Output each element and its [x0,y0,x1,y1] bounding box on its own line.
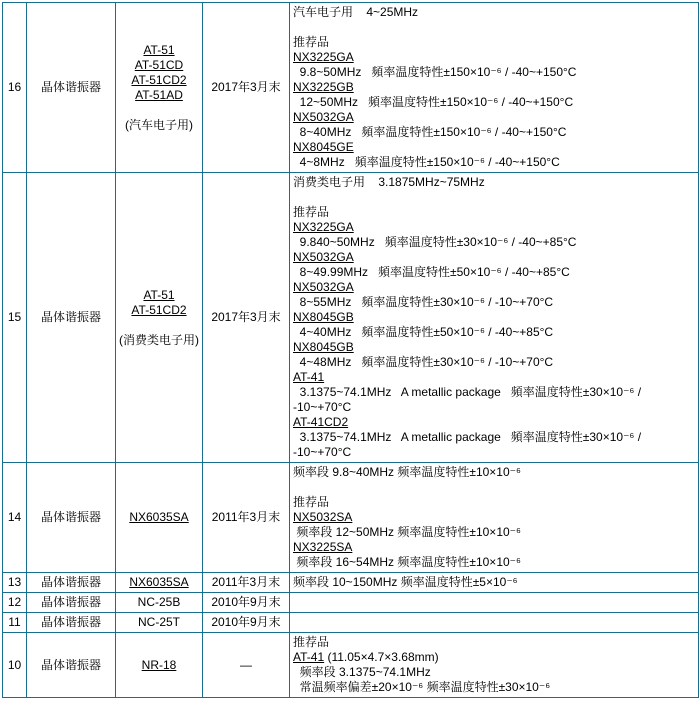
text-line [119,575,199,590]
discontinue-date-cell: 2010年9月末 [203,613,290,633]
text-line [293,635,695,650]
discontinued-products-table [2,2,699,698]
text-segment: -10~+70°C [293,400,352,414]
text-segment: -10~+70°C [293,445,352,459]
product-link[interactable]: NX3225GB [293,80,354,94]
text-segment: 4~40MHz 頻率温度特性±50×10⁻⁶ / -40~+85°C [293,325,554,339]
text-line [293,235,695,250]
row-number-cell: 16 [3,3,27,173]
description-cell [290,613,699,633]
text-line [293,495,695,510]
model-cell [116,463,203,573]
text-line [293,480,695,495]
product-link[interactable]: NX6035SA [129,575,189,589]
text-line [293,190,695,205]
text-line [119,88,199,103]
product-link[interactable]: NX3225SA [293,540,353,554]
text-line [293,680,695,695]
text-line [119,318,199,333]
text-line [119,658,199,673]
description-cell [290,173,699,463]
text-segment: (消费类电子用) [119,332,199,347]
table-row [3,593,699,613]
discontinue-date-cell: — [203,633,290,698]
text-line [293,140,695,155]
text-segment: 频率段 10~150MHz 频率温度特性±5×10⁻⁶ [293,575,518,589]
text-line [293,110,695,125]
product-link[interactable]: NX5032GA [293,250,354,264]
row-number-cell: 10 [3,633,27,698]
text-segment: 4~8MHz 頻率温度特性±150×10⁻⁶ / -40~+150°C [293,155,560,169]
product-link[interactable]: AT-41CD2 [293,415,349,429]
product-link[interactable]: AT-41 [293,650,325,664]
text-line [293,555,695,570]
table-row [3,633,699,698]
text-segment: 推荐品 [293,635,330,649]
description-cell [290,593,699,613]
text-segment: 推荐品 [293,495,330,509]
text-line [293,400,695,415]
text-line [293,355,695,370]
text-line [293,385,695,400]
discontinue-date-cell: 2011年3月末 [203,573,290,593]
text-segment: 频率段 9.8~40MHz 频率温度特性±10×10⁻⁶ [293,465,521,479]
text-segment: 常温频率偏差±20×10⁻⁶ 频率温度特性±30×10⁻⁶ [293,680,551,694]
product-link[interactable]: NX5032GA [293,110,354,124]
product-link[interactable]: AT-51CD2 [131,72,187,87]
product-link[interactable]: AT-41 [293,370,325,384]
text-line [293,525,695,540]
product-type-cell: 晶体谐振器 [27,633,116,698]
product-type-cell: 晶体谐振器 [27,3,116,173]
text-line [293,465,695,480]
product-link[interactable]: AT-51CD2 [131,302,187,317]
text-line [293,540,695,555]
text-segment: NC-25B [137,595,181,609]
product-link[interactable]: NX6035SA [129,510,189,524]
product-link[interactable]: AT-51AD [135,87,183,102]
text-segment: (11.05×4.7×3.68mm) [324,650,439,664]
text-line [293,370,695,385]
text-line [119,118,199,133]
text-segment: 汽车电子用 4~25MHz [293,5,419,19]
text-line [293,205,695,220]
product-link[interactable]: NX5032SA [293,510,353,524]
text-line [293,50,695,65]
text-line [293,35,695,50]
product-type-cell: 晶体谐振器 [27,573,116,593]
text-segment: 8~55MHz 頻率温度特性±30×10⁻⁶ / -10~+70°C [293,295,554,309]
product-link[interactable]: NX5032GA [293,280,354,294]
text-segment: 4~48MHz 頻率温度特性±30×10⁻⁶ / -10~+70°C [293,355,554,369]
model-cell [116,573,203,593]
model-cell [116,3,203,173]
description-cell [290,3,699,173]
text-line [293,310,695,325]
product-link[interactable]: NX8045GE [293,140,354,154]
table-row [3,573,699,593]
text-segment: 3.1375~74.1MHz A metallic package 頻率温度特性±30×10⁻⁶ / [293,430,642,444]
table-row [3,463,699,573]
text-line [119,595,199,610]
text-line [293,510,695,525]
text-line [293,20,695,35]
text-line [119,288,199,303]
product-type-cell: 晶体谐振器 [27,463,116,573]
product-link[interactable]: NX3225GA [293,50,354,64]
text-line [293,665,695,680]
text-segment: 频率段 12~50MHz 频率温度特性±10×10⁻⁶ [293,525,521,539]
text-line [293,280,695,295]
text-segment: 8~49.99MHz 頻率温度特性±50×10⁻⁶ / -40~+85°C [293,265,570,279]
product-link[interactable]: NX3225GA [293,220,354,234]
text-line [293,5,695,20]
description-cell [290,633,699,698]
text-line [293,155,695,170]
text-line [293,430,695,445]
text-line [293,575,695,590]
text-line [119,510,199,525]
text-line [293,650,695,665]
description-cell [290,573,699,593]
text-segment: 消费类电子用 3.1875MHz~75MHz [293,175,485,189]
text-segment: 频率段 3.1375~74.1MHz [293,665,431,679]
table-row [3,173,699,463]
text-segment: NC-25T [137,615,180,629]
text-line [119,103,199,118]
text-segment: 推荐品 [293,205,330,219]
text-line [293,220,695,235]
discontinue-date-cell: 2017年3月末 [203,3,290,173]
text-line [119,73,199,88]
product-link[interactable]: NR-18 [141,657,177,672]
table-body [3,3,699,698]
text-segment: 12~50MHz 頻率温度特性±150×10⁻⁶ / -40~+150°C [293,95,574,109]
text-line [293,175,695,190]
product-type-cell: 晶体谐振器 [27,613,116,633]
product-link[interactable]: AT-51 [143,42,175,57]
text-line [293,65,695,80]
text-segment: 推荐品 [293,35,330,49]
model-cell [116,633,203,698]
row-number-cell: 13 [3,573,27,593]
text-line [119,58,199,73]
model-cell [116,613,203,633]
row-number-cell: 12 [3,593,27,613]
text-line [293,125,695,140]
text-segment: 频率段 16~54MHz 频率温度特性±10×10⁻⁶ [293,555,521,569]
text-segment: 8~40MHz 頻率温度特性±150×10⁻⁶ / -40~+150°C [293,125,567,139]
text-line [293,325,695,340]
text-line [293,295,695,310]
discontinue-date-cell: 2017年3月末 [203,173,290,463]
model-cell [116,593,203,613]
row-number-cell: 11 [3,613,27,633]
text-line [293,250,695,265]
text-segment: 9.8~50MHz 頻率温度特性±150×10⁻⁶ / -40~+150°C [293,65,577,79]
product-link[interactable]: NX8045GB [293,340,354,354]
text-line [293,265,695,280]
text-line [119,615,199,630]
product-type-cell: 晶体谐振器 [27,593,116,613]
text-line [119,43,199,58]
text-segment: 3.1375~74.1MHz A metallic package 頻率温度特性±30×10⁻⁶ / [293,385,642,399]
model-cell [116,173,203,463]
text-line [293,340,695,355]
text-line [119,303,199,318]
product-link[interactable]: AT-51CD [134,57,184,72]
table-row [3,613,699,633]
text-line [293,80,695,95]
product-link[interactable]: NX8045GB [293,310,354,324]
discontinue-date-cell: 2011年3月末 [203,463,290,573]
text-line [293,445,695,460]
product-type-cell: 晶体谐振器 [27,173,116,463]
row-number-cell: 15 [3,173,27,463]
description-cell [290,463,699,573]
table-row [3,3,699,173]
row-number-cell: 14 [3,463,27,573]
discontinue-date-cell: 2010年9月末 [203,593,290,613]
text-segment: 9.840~50MHz 頻率温度特性±30×10⁻⁶ / -40~+85°C [293,235,577,249]
text-segment: (汽车电子用) [125,117,193,132]
text-line [293,415,695,430]
product-link[interactable]: AT-51 [143,287,175,302]
text-line [293,95,695,110]
text-line [119,333,199,348]
